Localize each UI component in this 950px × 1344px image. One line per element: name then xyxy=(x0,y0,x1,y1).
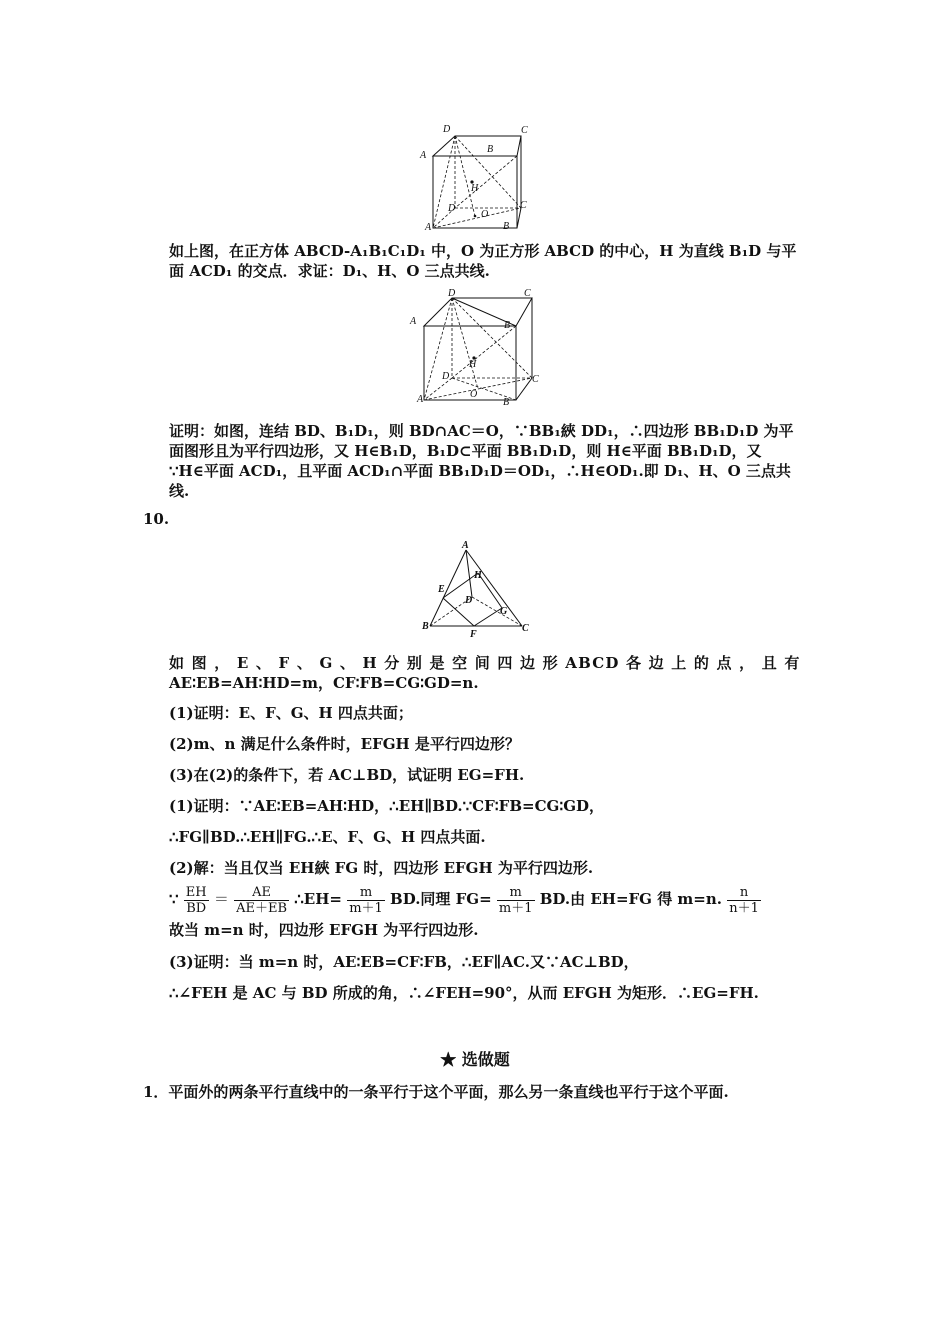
problem-10-number: 10. xyxy=(143,510,170,528)
optional-problem-1: 1．平面外的两条平行直线中的一条平行于这个平面，那么另一条直线也平行于这个平面. xyxy=(143,1083,729,1101)
label-H: H xyxy=(471,183,479,194)
p10-answer-2-line-3: 故当 m=n 时，四边形 EFGH 为平行四边形. xyxy=(169,921,479,939)
p10-answer-2-formula: ∵ $\frac{EH}{BD}$ ＝ $\frac{AE}{AE+EB}$ ∴EH= $\frac{m}{m+1}$ BD.同理 FG= $\frac{m}{m+1}$ BD.由 EH=FG 得 m=n. $\frac{n}{n+1}$ xyxy=(169,884,759,916)
cube-figure-2 xyxy=(408,286,543,408)
label-O: O xyxy=(470,389,478,400)
label-C: C xyxy=(520,200,527,211)
p10-answer-1-line-1: (1)证明：∵AE∶EB=AH∶HD，∴EH∥BD.∵CF∶FB=CG∶GD， xyxy=(169,797,605,815)
label-C: C xyxy=(522,623,529,634)
because-symbol: ∵ xyxy=(169,890,179,908)
label-A1: A xyxy=(410,316,417,327)
fraction-m-m1-2: $\frac{m}{m+1}$ xyxy=(498,884,533,916)
cube-figure-1 xyxy=(415,120,535,232)
p9-statement-line-1: 如上图，在正方体 ABCD-A₁B₁C₁D₁ 中，O 为正方形 ABCD 的中心，H 为直线 B₁D 与平 xyxy=(169,242,797,260)
p10-question-2: (2)m、n 满足什么条件时，EFGH 是平行四边形？ xyxy=(169,735,520,753)
p10-question-1: (1)证明：E、F、G、H 四点共面； xyxy=(169,704,413,722)
label-E: E xyxy=(438,584,445,595)
label-A: A xyxy=(425,222,432,232)
label-D1: D xyxy=(448,288,456,299)
p10-question-3: (3)在(2)的条件下，若 AC⊥BD，试证明 EG=FH. xyxy=(169,766,525,784)
label-B1: B xyxy=(504,320,511,331)
label-B: B xyxy=(422,621,429,632)
label-D: D xyxy=(442,371,450,382)
p10-answer-2-line-1: (2)解：当且仅当 EH綊 FG 时，四边形 EFGH 为平行四边形. xyxy=(169,859,594,877)
p10-statement-line-1: 如 图 ， E 、 F 、 G 、 H 分 别 是 空 间 四 边 形 ABCD 各 边 上 的 点 ， 且 有 xyxy=(169,654,801,672)
label-A: A xyxy=(462,540,469,551)
label-B: B xyxy=(503,397,510,408)
label-D1: D xyxy=(443,124,451,135)
p9-statement-line-2: 面 ACD₁ 的交点．求证：D₁、H、O 三点共线. xyxy=(169,262,490,280)
label-F: F xyxy=(470,629,477,640)
label-H: H xyxy=(469,359,477,370)
label-C1: C xyxy=(521,125,528,136)
tetrahedron-figure xyxy=(418,540,538,640)
fraction-n-n1: $\frac{n}{n+1}$ xyxy=(729,884,759,916)
p10-statement-line-2: AE∶EB=AH∶HD=m，CF∶FB=CG∶GD=n. xyxy=(169,674,479,692)
fraction-ae-aeeb: $\frac{AE}{AE+EB}$ xyxy=(236,884,288,916)
p9-proof-line-4: 线. xyxy=(169,482,190,500)
label-A: A xyxy=(417,394,424,405)
p9-proof-line-3: ∵H∈平面 ACD₁，且平面 ACD₁∩平面 BB₁D₁D＝OD₁，∴H∈OD₁.即 D₁、H、O 三点共 xyxy=(169,462,791,480)
label-C1: C xyxy=(524,288,531,299)
p10-answer-3-line-2: ∴∠FEH 是 AC 与 BD 所成的角，∴∠FEH=90°，从而 EFGH 为矩形．∴EG=FH. xyxy=(169,984,759,1002)
optional-section-title: ★ 选做题 xyxy=(440,1050,510,1069)
label-O: O xyxy=(481,209,489,220)
fraction-m-m1: $\frac{m}{m+1}$ xyxy=(349,884,383,916)
p9-proof-line-1: 证明：如图，连结 BD、B₁D₁，则 BD∩AC＝O，∵BB₁綊 DD₁，∴四边形 BB₁D₁D 为平 xyxy=(169,422,794,440)
label-D: D xyxy=(465,595,473,606)
label-A1: A xyxy=(420,150,427,161)
p9-proof-line-2: 面图形且为平行四边形，又 H∈B₁D，B₁D⊂平面 BB₁D₁D，则 H∈平面 BB₁D₁D，又 xyxy=(169,442,762,460)
label-D: D xyxy=(448,203,456,214)
label-B: B xyxy=(503,221,510,232)
label-B1: B xyxy=(487,144,494,155)
label-H: H xyxy=(474,570,482,581)
label-C: C xyxy=(532,374,539,385)
p10-answer-3-line-1: (3)证明：当 m=n 时，AE∶EB=CF∶FB，∴EF∥AC.又∵AC⊥BD， xyxy=(169,953,639,971)
fraction-eh-bd: $\frac{EH}{BD}$ xyxy=(185,884,207,916)
label-G: G xyxy=(500,606,508,617)
p10-answer-1-line-2: ∴FG∥BD.∴EH∥FG.∴E、F、G、H 四点共面. xyxy=(169,828,486,846)
